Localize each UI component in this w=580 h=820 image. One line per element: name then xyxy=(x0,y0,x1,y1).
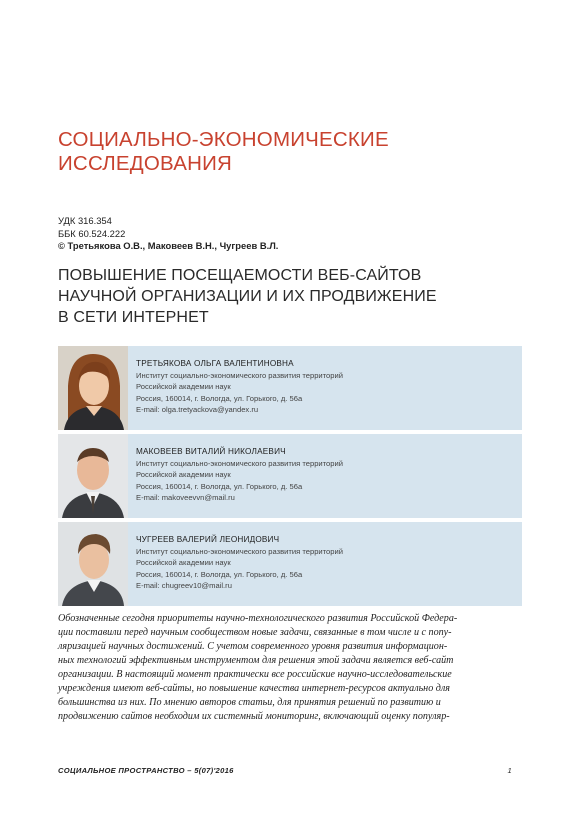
abstract-line: большинства из них. По мнению авторов статьи, для принятия решений по развитию и xyxy=(58,697,441,708)
article-title xyxy=(58,265,528,328)
bbk-code: ББК 60.524.222 xyxy=(58,227,126,239)
section-title-line: ИССЛЕДОВАНИЯ xyxy=(58,152,233,175)
author-address: Россия, 160014, г. Вологда, ул. Горького, д. 56а xyxy=(136,393,303,403)
author-address: Россия, 160014, г. Вологда, ул. Горького, д. 56а xyxy=(136,481,303,491)
author-photo-image xyxy=(58,522,128,606)
page-footer xyxy=(58,766,522,775)
author-photo-image xyxy=(58,434,128,518)
section-title xyxy=(58,128,518,176)
copyright-line: © Третьякова О.В., Маковеев В.Н., Чугреев В.Л. xyxy=(58,240,279,251)
author-institute: Институт социально-экономического развития территорий xyxy=(136,370,343,380)
author-institute: Институт социально-экономического развития территорий xyxy=(136,546,343,556)
udk-code: УДК 316.354 xyxy=(58,215,112,226)
author-name: ЧУГРЕЕВ ВАЛЕРИЙ ЛЕОНИДОВИЧ xyxy=(136,535,280,544)
author-email[interactable]: E-mail: chugreev10@mail.ru xyxy=(136,581,232,591)
abstract-line: продвижению сайтов необходим их системный мониторинг, включающий оценку популяр- xyxy=(58,711,450,722)
article-title-line: В СЕТИ ИНТЕРНЕТ xyxy=(58,309,209,326)
author-photo xyxy=(58,522,128,606)
journal-issue: СОЦИАЛЬНОЕ ПРОСТРАНСТВО – 5(07)'2016 xyxy=(58,766,234,775)
author-photo xyxy=(58,346,128,430)
author-card xyxy=(58,434,522,518)
author-info xyxy=(136,358,516,416)
abstract-line: организации. В настоящий момент практически все российские научно-исследовательские xyxy=(58,669,452,680)
author-academy: Российской академии наук xyxy=(136,470,231,480)
abstract-line: ных технологий эффективным инструментом для решения этой задачи является веб-сайт xyxy=(58,655,454,666)
author-academy: Российской академии наук xyxy=(136,558,231,568)
author-institute: Институт социально-экономического развития территорий xyxy=(136,458,343,468)
author-name: МАКОВЕЕВ ВИТАЛИЙ НИКОЛАЕВИЧ xyxy=(136,447,286,456)
article-meta xyxy=(58,215,278,253)
author-address: Россия, 160014, г. Вологда, ул. Горького, д. 56а xyxy=(136,569,303,579)
abstract xyxy=(58,612,522,724)
page-number: 1 xyxy=(507,766,512,775)
author-photo-image xyxy=(58,346,128,430)
abstract-line: Обозначенные сегодня приоритеты научно-технологического развития Российской Федера- xyxy=(58,613,458,624)
author-photo xyxy=(58,434,128,518)
section-title-line: СОЦИАЛЬНО-ЭКОНОМИЧЕСКИЕ xyxy=(58,128,389,151)
author-email[interactable]: E-mail: olga.tretyackova@yandex.ru xyxy=(136,405,259,415)
author-name: ТРЕТЬЯКОВА ОЛЬГА ВАЛЕНТИНОВНА xyxy=(136,359,294,368)
author-email[interactable]: E-mail: makoveevvn@mail.ru xyxy=(136,493,235,503)
article-title-line: НАУЧНОЙ ОРГАНИЗАЦИИ И ИХ ПРОДВИЖЕНИЕ xyxy=(58,288,437,305)
author-card xyxy=(58,522,522,606)
article-title-line: ПОВЫШЕНИЕ ПОСЕЩАЕМОСТИ ВЕБ-САЙТОВ xyxy=(58,267,422,284)
author-academy: Российской академии наук xyxy=(136,382,231,392)
author-info xyxy=(136,446,516,504)
abstract-line: ции поставили перед научным сообществом новые задачи, связанные в том числе и с попу- xyxy=(58,627,452,638)
abstract-line: учреждения имеют веб-сайты, но повышение качества интернет-ресурсов актуально для xyxy=(58,683,450,694)
author-card xyxy=(58,346,522,430)
author-info xyxy=(136,534,516,592)
abstract-line: ляризацией научных достижений. С учетом современного уровня развития информацион- xyxy=(58,641,448,652)
